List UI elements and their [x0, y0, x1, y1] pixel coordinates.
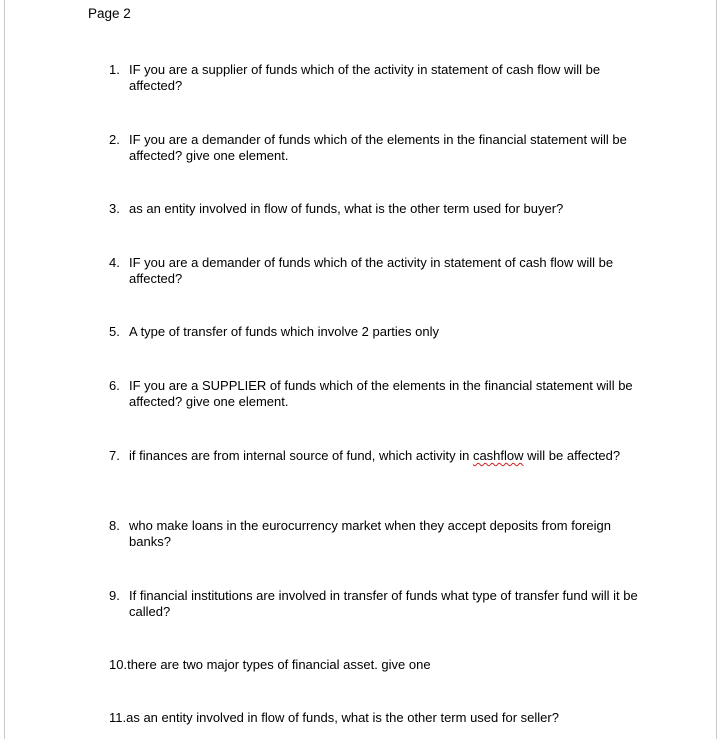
question-4 — [109, 255, 649, 287]
question-3 — [109, 201, 649, 217]
question-line — [109, 657, 649, 673]
document-page — [4, 0, 717, 739]
question-text: IF you are a SUPPLIER of funds which of the elements in the financial statement will be affected? give one element. — [129, 378, 633, 409]
question-9 — [109, 588, 649, 620]
question-text: who make loans in the eurocurrency market when they accept deposits from foreign banks? — [129, 518, 611, 549]
question-number: 7. — [109, 448, 120, 463]
question-text: A type of transfer of funds which involve 2 parties only — [129, 324, 440, 339]
question-text — [109, 448, 649, 464]
question-number: 6. — [109, 378, 120, 393]
question-7 — [109, 448, 649, 464]
question-number: 9. — [109, 588, 120, 603]
question-text: IF you are a demander of funds which of the elements in the financial statement will be affected? give one element. — [129, 132, 627, 163]
question-line — [109, 710, 649, 726]
question-5 — [109, 324, 649, 340]
question-text: If financial institutions are involved in transfer of funds what type of transfer fund will it be called? — [129, 588, 638, 619]
question-10 — [109, 657, 649, 673]
question-6 — [109, 378, 649, 410]
question-11 — [109, 710, 649, 726]
question-text-part: will be affected? — [523, 448, 621, 463]
question-2 — [109, 132, 649, 164]
question-text: there are two major types of financial asset. give one — [127, 657, 431, 672]
question-number: 10. — [109, 657, 128, 672]
question-text: as an entity involved in flow of funds, what is the other term used for seller? — [126, 710, 559, 725]
question-8 — [109, 518, 649, 550]
question-number: 4. — [109, 255, 120, 270]
page-label: Page 2 — [88, 6, 131, 21]
question-number: 1. — [109, 62, 120, 77]
question-text: IF you are a demander of funds which of the activity in statement of cash flow will be affected? — [129, 255, 614, 286]
question-number: 3. — [109, 201, 120, 216]
question-number: 11. — [109, 710, 127, 725]
question-number: 8. — [109, 518, 120, 533]
question-text-part: if finances are from internal source of fund, which activity in — [129, 448, 473, 463]
question-text: as an entity involved in flow of funds, what is the other term used for buyer? — [129, 201, 564, 216]
question-1 — [109, 62, 649, 94]
question-number: 2. — [109, 132, 120, 147]
question-text: IF you are a supplier of funds which of the activity in statement of cash flow will be affected? — [129, 62, 601, 93]
misspelled-word[interactable]: cashflow — [472, 448, 524, 463]
question-number: 5. — [109, 324, 120, 339]
